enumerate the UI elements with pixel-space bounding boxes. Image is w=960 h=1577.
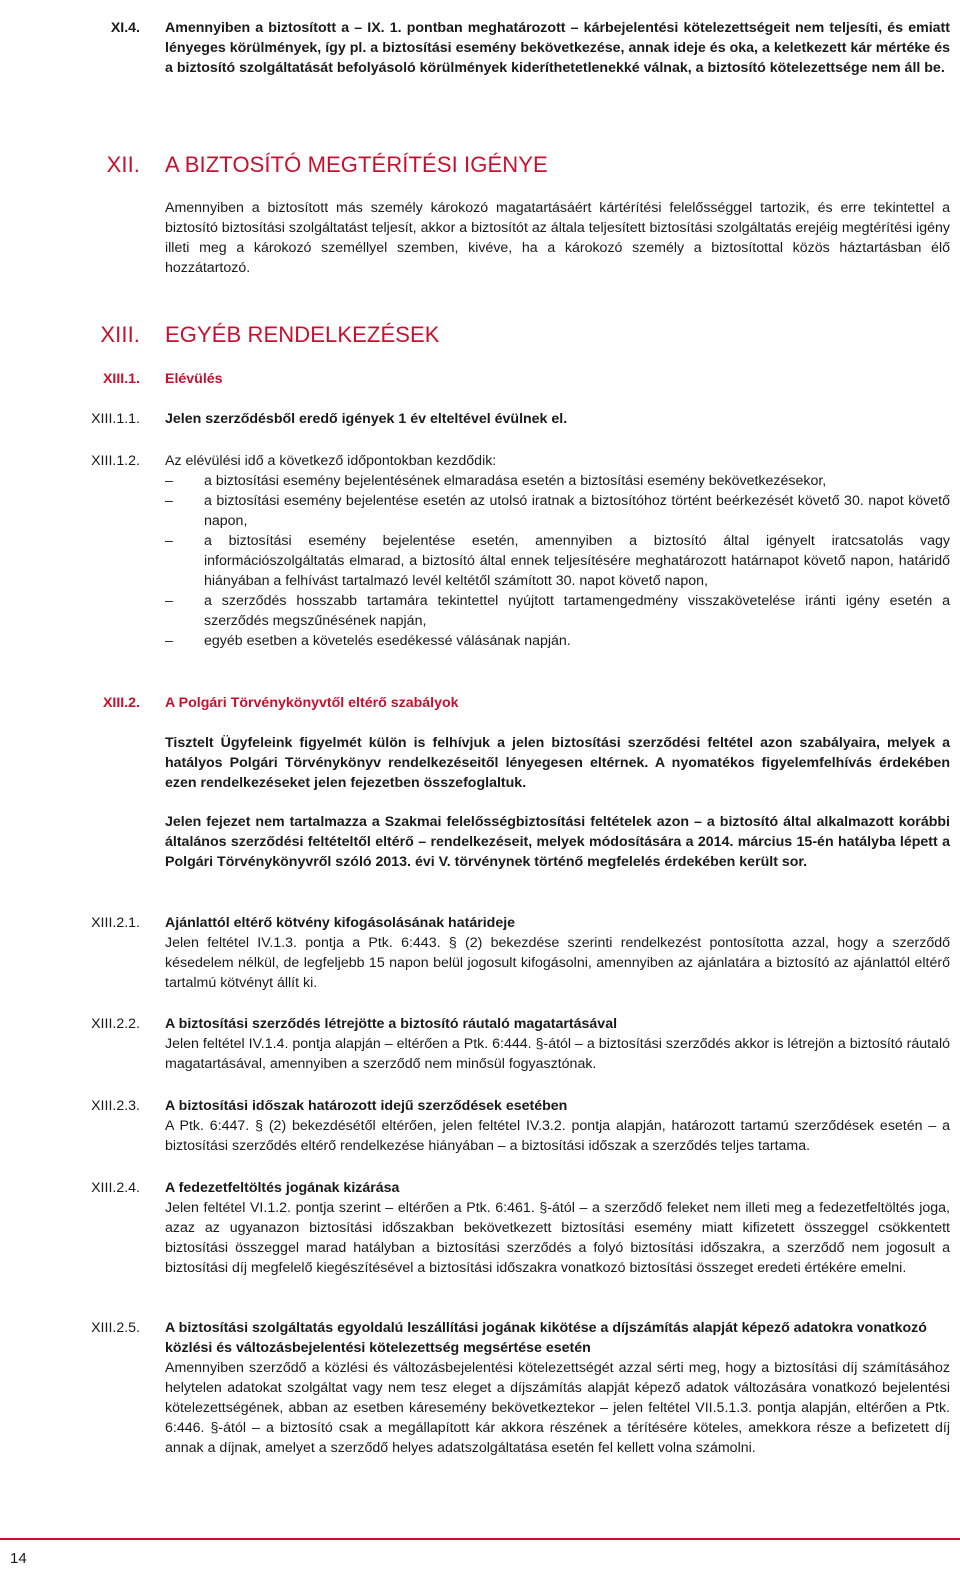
- section-number: XI.4.: [110, 20, 140, 36]
- clause-number: XIII.1.2.: [91, 453, 140, 469]
- clause-text: A Ptk. 6:447. § (2) bekezdésétől eltérően, jelen feltétel IV.3.2. pontja alapján, határozott tartamú szerződések esetén – a biztosítási szerződés eltérő rendelkezése hiányában – a biztosítási időszak a szerződés teljes tartama.: [165, 1118, 950, 1154]
- clause-title: A biztosítási időszak határozott idejű szerződések esetében: [165, 1098, 568, 1114]
- list-item: – a szerződés hosszabb tartamára tekintettel nyújtott tartamengedmény visszakövetelése iránti igény esetén a szerződés megszűnésének napján,: [165, 593, 950, 629]
- dash-icon: –: [165, 593, 173, 609]
- clause-number: XIII.2.4.: [91, 1180, 140, 1196]
- clause-text: Jelen szerződésből eredő igények 1 év elteltével évülnek el.: [165, 411, 568, 427]
- section-title: EGYÉB RENDELKEZÉSEK: [165, 322, 440, 347]
- notice-paragraph: Tisztelt Ügyfeleink figyelmét külön is felhívjuk a jelen biztosítási szerződési feltétel azon szabályaira, melyek a hatályos Polgári Törvénykönyv rendelkezéseitől lényegesen eltérnek. A nyomatékos figyelemfelhívás érdekében ezen rendelkezéseket jelen fejezetben összefoglaltuk.: [165, 735, 950, 791]
- clause-text: Jelen feltétel VI.1.2. pontja szerint – eltérően a Ptk. 6:461. §-ától – a szerződő feleket nem illeti meg a fedezetfeltöltés joga, azaz az ugyanazon biztosítási időszakban bekövetkezett biztosítási esemény miatt kifizetett összeggel csökkentett biztosítási összeggel marad hatályban a biztosítási szerződés a folyó biztosítási időszakra, a szerződő nem jogosult a biztosítási díj megfelelő kiegészítésével a biztosítási időszakra vonatkozó biztosítási összeget eredeti értékére emelni.: [165, 1200, 950, 1276]
- subsection-title: A Polgári Törvénykönyvtől eltérő szabályok: [165, 695, 459, 711]
- clause-text: Amennyiben szerződő a közlési és változásbejelentési kötelezettségét azzal sérti meg, hogy a biztosítási díj számításához helytelen adatokat szolgáltat vagy nem tesz eleget a díjszámítás alapját képező adatok változására vonatkozó bejelentési kötelezettségének, abban az esetben káresemény bekövetkeztekor – jelen feltétel VII.5.1.3. pontja alapján, eltérően a Ptk. 6:446. §-ától – a biztosító csak a megállapított kár akkora részének a térítésére köteles, amekkora része a befizetett díj annak a díjnak, amelyet a szerződő helyes adatszolgáltatása esetén fel kellett volna számolni.: [165, 1360, 950, 1456]
- clause-title: A biztosítási szerződés létrejötte a biztosító ráutaló magatartásával: [165, 1016, 618, 1032]
- section-number: XII.: [106, 152, 140, 177]
- clause-number: XIII.2.3.: [91, 1098, 140, 1114]
- scope-paragraph: Jelen fejezet nem tartalmazza a Szakmai felelősségbiztosítási feltételek azon – a biztosító által alkalmazott korábbi általános szerződési feltételtől eltérő – rendelkezéseit, melyek módosítására a 2014. március 15-én hatályba lépett a Polgári Törvénykönyvről szóló 2013. évi V. törvénynek történő megfelelés érdekében került sor.: [165, 814, 950, 870]
- clause-title: A biztosítási szolgáltatás egyoldalú leszállítási jogának kikötése a díjszámítás alapját képező adatokra vonatkozó közlési és változásbejelentési kötelezettség megsértése esetén: [165, 1320, 927, 1356]
- subsection-title: Elévülés: [165, 371, 223, 387]
- subsection-number: XIII.2.: [102, 695, 140, 711]
- dash-list: [165, 471, 950, 651]
- list-item: – a biztosítási esemény bejelentésének elmaradása esetén a biztosítási esemény bekövetkezésekor,: [165, 473, 827, 489]
- clause-number: XIII.2.5.: [91, 1320, 140, 1336]
- list-item: – egyéb esetben a követelés esedékessé válásának napján.: [165, 633, 571, 649]
- clause-title: A fedezetfeltöltés jogának kizárása: [165, 1180, 400, 1196]
- dash-icon: –: [165, 493, 173, 509]
- clause-text: Jelen feltétel IV.1.3. pontja a Ptk. 6:443. § (2) bekezdése szerinti rendelkezést pontosította azzal, hogy a szerződő késedelem nélkül, de legfeljebb 15 napon belül jogosult kifogásolni, amennyiben az ajánlatára a biztosító az ajánlattól eltérő tartalmú kötvényt állít ki.: [165, 935, 950, 991]
- dash-icon: –: [165, 633, 173, 649]
- footer-divider: [0, 1538, 960, 1540]
- section-number: XIII.: [100, 322, 140, 347]
- subsection-number: XIII.1.: [102, 371, 140, 387]
- section-text: Amennyiben a biztosított más személy károkozó magatartásáért kártérítési felelősséggel tartozik, és erre tekintettel a biztosító biztosítási szolgáltatást teljesít, akkor a biztosítót az általa teljesített biztosítási szolgáltatás erejéig megtérítési igény illeti meg a károkozó személlyel szemben, kivéve, ha a károkozó személy a biztosítottal közös háztartásban élő hozzátartozó.: [165, 200, 950, 276]
- list-item: – a biztosítási esemény bejelentése esetén, amennyiben a biztosító által igényelt iratcsatolás vagy információszolgáltatás elmarad, a biztosító által ennek teljesítésére meghatározott határnapot követő napon, határidő hiányában a felhívást tartalmazó levél keltétől számított 30. napot követő napon,: [165, 533, 950, 589]
- clause-title: Ajánlattól eltérő kötvény kifogásolásának határideje: [165, 915, 516, 931]
- clause-text: Jelen feltétel IV.1.4. pontja alapján – eltérően a Ptk. 6:444. §-ától – a biztosítási szerződés akkor is létrejön a biztosító ráutaló magatartásával, amennyiben a szerződő nem minősül fogyasztónak.: [165, 1036, 950, 1072]
- clause-number: XIII.2.1.: [91, 915, 140, 931]
- clause-intro: Az elévülési idő a következő időpontokban kezdődik:: [165, 453, 497, 469]
- clause-number: XIII.1.1.: [91, 411, 140, 427]
- section-title: A BIZTOSÍTÓ MEGTÉRÍTÉSI IGÉNYE: [165, 152, 548, 177]
- section-text: Amennyiben a biztosított a – IX. 1. pontban meghatározott – kárbejelentési kötelezettségeit nem teljesíti, és emiatt lényeges körülmények, így pl. a biztosítási esemény bekövetkezése, annak ideje és oka, a keletkezett kár mértéke és a biztosító szolgáltatását befolyásoló körülmények kideríthetetlenekké válnak, a biztosító kötelezettsége nem áll be.: [165, 20, 950, 76]
- dash-icon: –: [165, 473, 173, 489]
- list-item: – a biztosítási esemény bejelentése esetén az utolsó iratnak a biztosítóhoz történt beérkezését követő 30. napot követő napon,: [165, 493, 950, 529]
- dash-icon: –: [165, 533, 173, 549]
- clause-number: XIII.2.2.: [91, 1016, 140, 1032]
- page-number: 14: [10, 1550, 27, 1567]
